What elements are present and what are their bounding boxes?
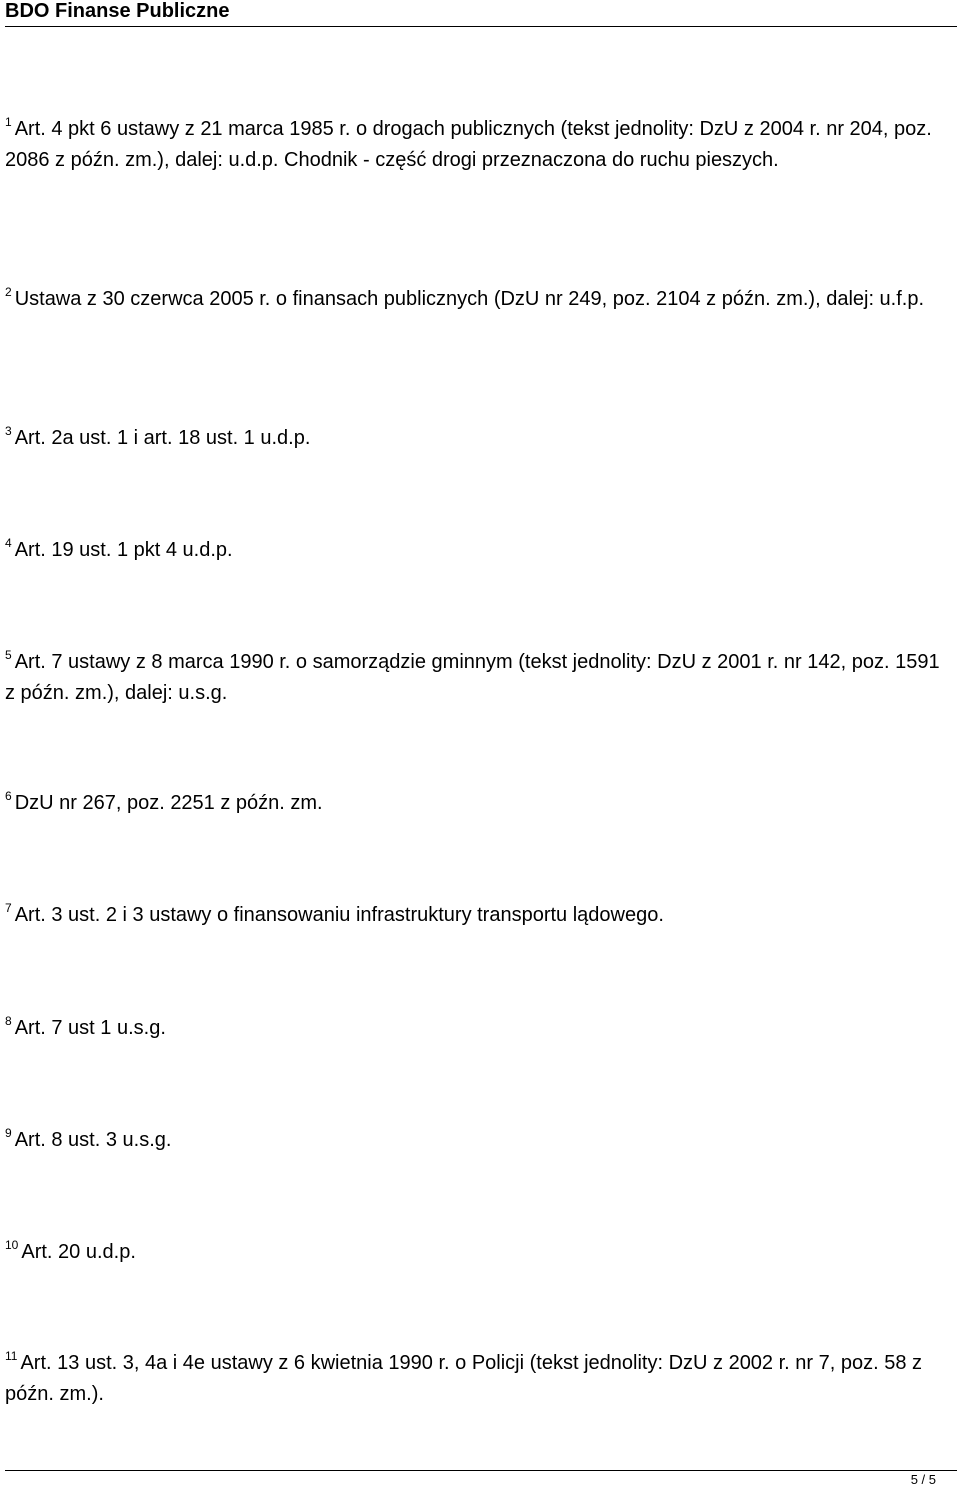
footnote-number: 6 xyxy=(5,789,12,803)
page-header xyxy=(5,0,957,27)
footnote-7 xyxy=(5,900,955,931)
footnote-text: Art. 2a ust. 1 i art. 18 ust. 1 u.d.p. xyxy=(14,427,311,449)
footnote-text: Art. 13 ust. 3, 4a i 4e ustawy z 6 kwietnia 1990 r. o Policji (tekst jednolity: DzU z 2002 r. nr 7, poz. 58 z późn. zm.). xyxy=(5,1352,923,1405)
footnote-text: Art. 7 ust 1 u.s.g. xyxy=(14,1017,166,1039)
footnote-number: 5 xyxy=(5,648,12,662)
footnote-text: Art. 3 ust. 2 i 3 ustawy o finansowaniu infrastruktury transportu lądowego. xyxy=(14,904,664,926)
header-title: BDO Finanse Publiczne xyxy=(5,0,230,22)
footnote-11 xyxy=(5,1348,955,1410)
footnote-4 xyxy=(5,535,955,566)
footnote-9 xyxy=(5,1125,955,1156)
footnote-1 xyxy=(5,114,955,176)
footnote-text: Art. 4 pkt 6 ustawy z 21 marca 1985 r. o drogach publicznych (tekst jednolity: DzU z 2004 r. nr 204, poz. 2086 z późn. zm.), dalej: u.d.p. Chodnik - część drogi przeznaczona do ruchu pieszych. xyxy=(5,118,932,171)
page-number: 5 / 5 xyxy=(910,1472,936,1487)
footnote-5 xyxy=(5,647,955,709)
footnote-number: 7 xyxy=(5,901,12,915)
footnote-number: 11 xyxy=(5,1349,18,1363)
footnote-text: Art. 20 u.d.p. xyxy=(21,1241,136,1263)
footnote-number: 10 xyxy=(5,1238,19,1252)
footnote-number: 9 xyxy=(5,1126,12,1140)
footnote-2 xyxy=(5,284,955,315)
footnote-6 xyxy=(5,788,955,819)
footnote-number: 3 xyxy=(5,424,12,438)
footer-divider xyxy=(5,1470,957,1471)
footnote-number: 1 xyxy=(5,115,12,129)
footnote-10 xyxy=(5,1237,955,1268)
footnote-number: 8 xyxy=(5,1014,12,1028)
footnote-8 xyxy=(5,1013,955,1044)
footnote-3 xyxy=(5,423,955,454)
footnote-text: DzU nr 267, poz. 2251 z późn. zm. xyxy=(14,792,323,814)
footnote-number: 2 xyxy=(5,285,12,299)
footnote-number: 4 xyxy=(5,536,12,550)
footnote-text: Art. 8 ust. 3 u.s.g. xyxy=(14,1129,172,1151)
footnote-text: Ustawa z 30 czerwca 2005 r. o finansach publicznych (DzU nr 249, poz. 2104 z późn. zm.), dalej: u.f.p. xyxy=(14,288,925,310)
footnote-text: Art. 7 ustawy z 8 marca 1990 r. o samorządzie gminnym (tekst jednolity: DzU z 2001 r. nr 142, poz. 1591 z późn. zm.), dalej: u.s.g. xyxy=(5,651,940,704)
footnote-text: Art. 19 ust. 1 pkt 4 u.d.p. xyxy=(14,539,233,561)
